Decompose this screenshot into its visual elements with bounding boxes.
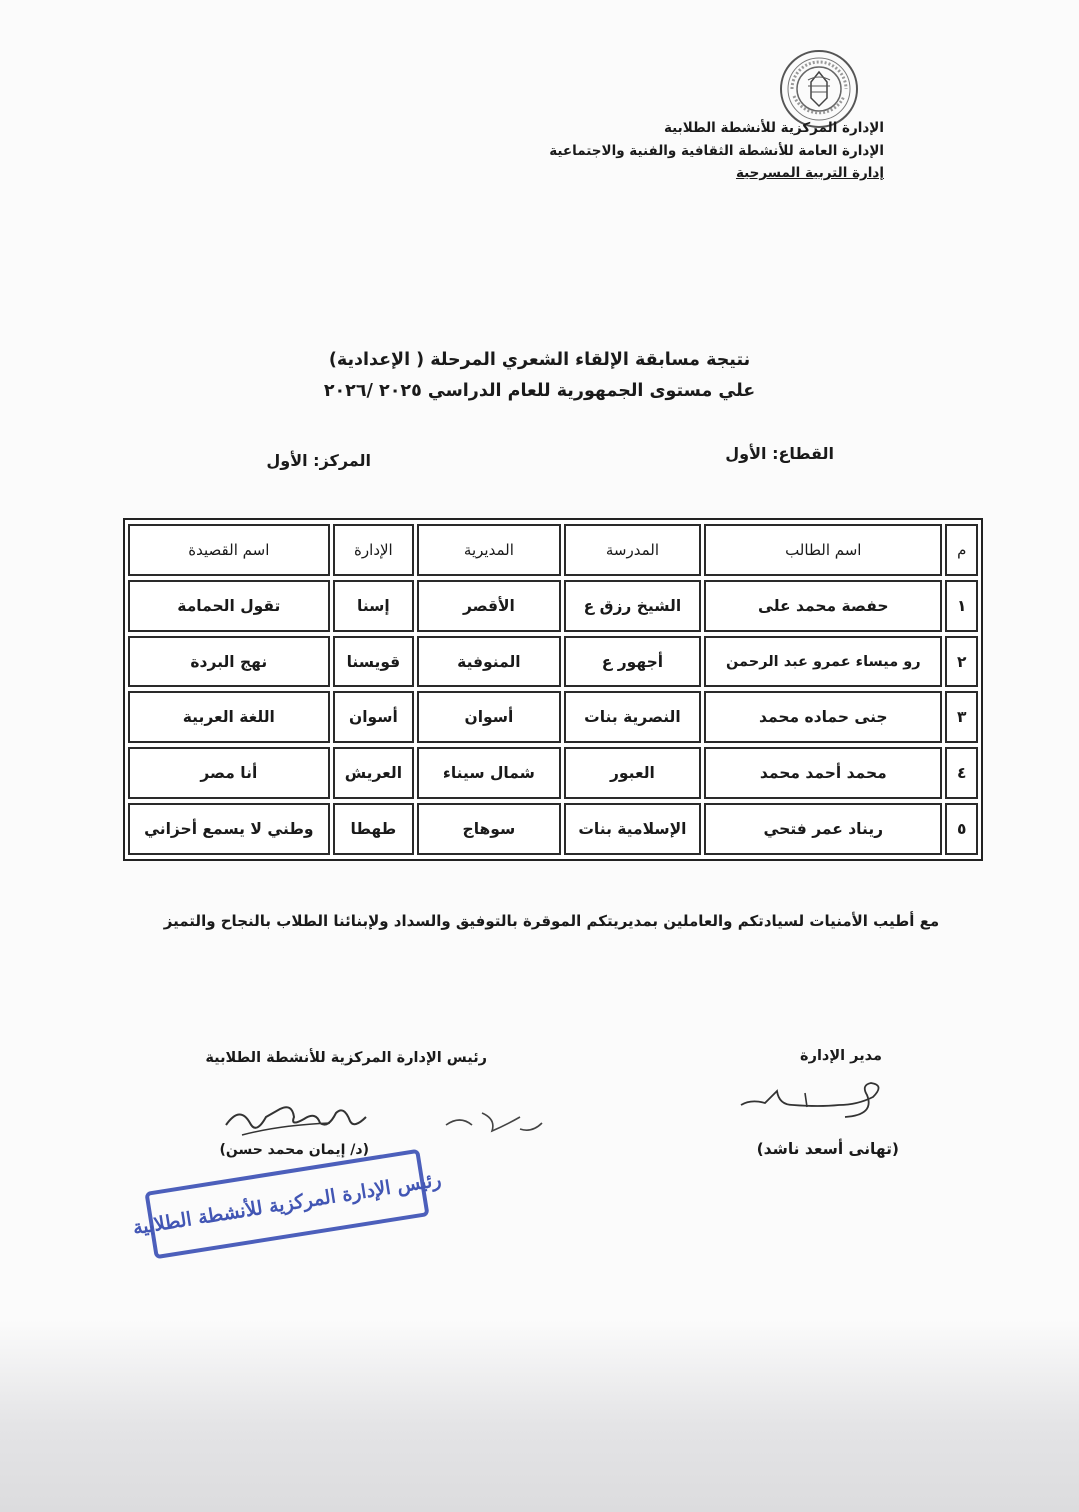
sector-label: القطاع: الأول (725, 444, 834, 463)
cell-poem: أنا مصر (128, 747, 330, 799)
table-row (128, 691, 978, 743)
stamp-text: رئيس الإدارة المركزية للأنشطة الطلابية (131, 1168, 443, 1240)
cell-directorate: الأقصر (417, 580, 561, 632)
header-poem: اسم القصيدة (128, 524, 330, 576)
cell-poem: اللغة العربية (128, 691, 330, 743)
cell-num: ١ (945, 580, 978, 632)
cell-directorate: سوهاج (417, 803, 561, 855)
cell-poem: تقول الحمامة (128, 580, 330, 632)
document-title: نتيجة مسابقة الإلقاء الشعري المرحلة ( الإعدادية) (328, 350, 751, 370)
ministry-emblem-icon (778, 48, 860, 130)
cell-directorate: شمال سيناء (417, 747, 561, 799)
cell-administration: أسوان (333, 691, 414, 743)
cell-student: جنى حماده محمد (704, 691, 942, 743)
table-row (128, 580, 978, 632)
cell-directorate: أسوان (417, 691, 561, 743)
page-bottom-shade (0, 1320, 1079, 1512)
cell-school: النصرية بنات (564, 691, 701, 743)
table-row (128, 747, 978, 799)
cell-student: حفصة محمد على (704, 580, 942, 632)
header-num: م (945, 524, 978, 576)
official-stamp (131, 1149, 443, 1260)
table-row (128, 636, 978, 688)
cell-school: الإسلامية بنات (564, 803, 701, 855)
cell-directorate: المنوفية (417, 636, 561, 688)
cell-administration: طهطا (333, 803, 414, 855)
header-line-1: الإدارة المركزية للأنشطة الطلابية (663, 120, 884, 136)
table-row (128, 803, 978, 855)
cell-poem: نهج البردة (128, 636, 330, 688)
table-header-row (128, 524, 978, 576)
closing-text: مع أطيب الأمنيات لسيادتكم والعاملين بمديريتكم الموقرة بالتوفيق والسداد ولإبنائنا الطلاب بالنجاح والتميز (163, 912, 940, 930)
cell-school: أجهور ع (564, 636, 701, 688)
header-line-2: الإدارة العامة للأنشطة الثقافية والفنية والاجتماعية (549, 143, 884, 159)
cell-administration: العريش (333, 747, 414, 799)
cell-school: العبور (564, 747, 701, 799)
cell-school: الشيخ رزق ع (564, 580, 701, 632)
header-school: المدرسة (564, 524, 701, 576)
cell-num: ٣ (945, 691, 978, 743)
place-label: المركز: الأول (266, 451, 371, 470)
header-directorate: المديرية (417, 524, 561, 576)
cell-num: ٢ (945, 636, 978, 688)
cell-student: محمد أحمد محمد (704, 747, 942, 799)
cell-num: ٥ (945, 803, 978, 855)
document-subtitle: علي مستوى الجمهورية للعام الدراسي ٢٠٢٥ /٢٠٢٦ (323, 381, 756, 401)
cell-administration: قويسنا (333, 636, 414, 688)
cell-student: ريناد عمر فتحي (704, 803, 942, 855)
header-administration: الإدارة (333, 524, 414, 576)
cell-administration: إسنا (333, 580, 414, 632)
header-student: اسم الطالب (704, 524, 942, 576)
signature-right-name: (تهانى أسعد ناشد) (756, 1140, 899, 1158)
cell-num: ٤ (945, 747, 978, 799)
cell-student: رو ميساء عمرو عبد الرحمن (704, 636, 942, 688)
cell-poem: وطني لا يسمع أحزاني (128, 803, 330, 855)
signature-right-icon (735, 1075, 895, 1125)
header-line-3: إدارة التربية المسرحية (735, 165, 884, 181)
results-table (123, 518, 983, 861)
signature-right-title: مدير الإدارة (800, 1048, 882, 1064)
signature-left-name: (د/ إيمان محمد حسن) (219, 1142, 369, 1158)
signature-left-title: رئيس الإدارة المركزية للأنشطة الطلابية (205, 1050, 487, 1066)
closing-remark (0, 912, 1079, 930)
